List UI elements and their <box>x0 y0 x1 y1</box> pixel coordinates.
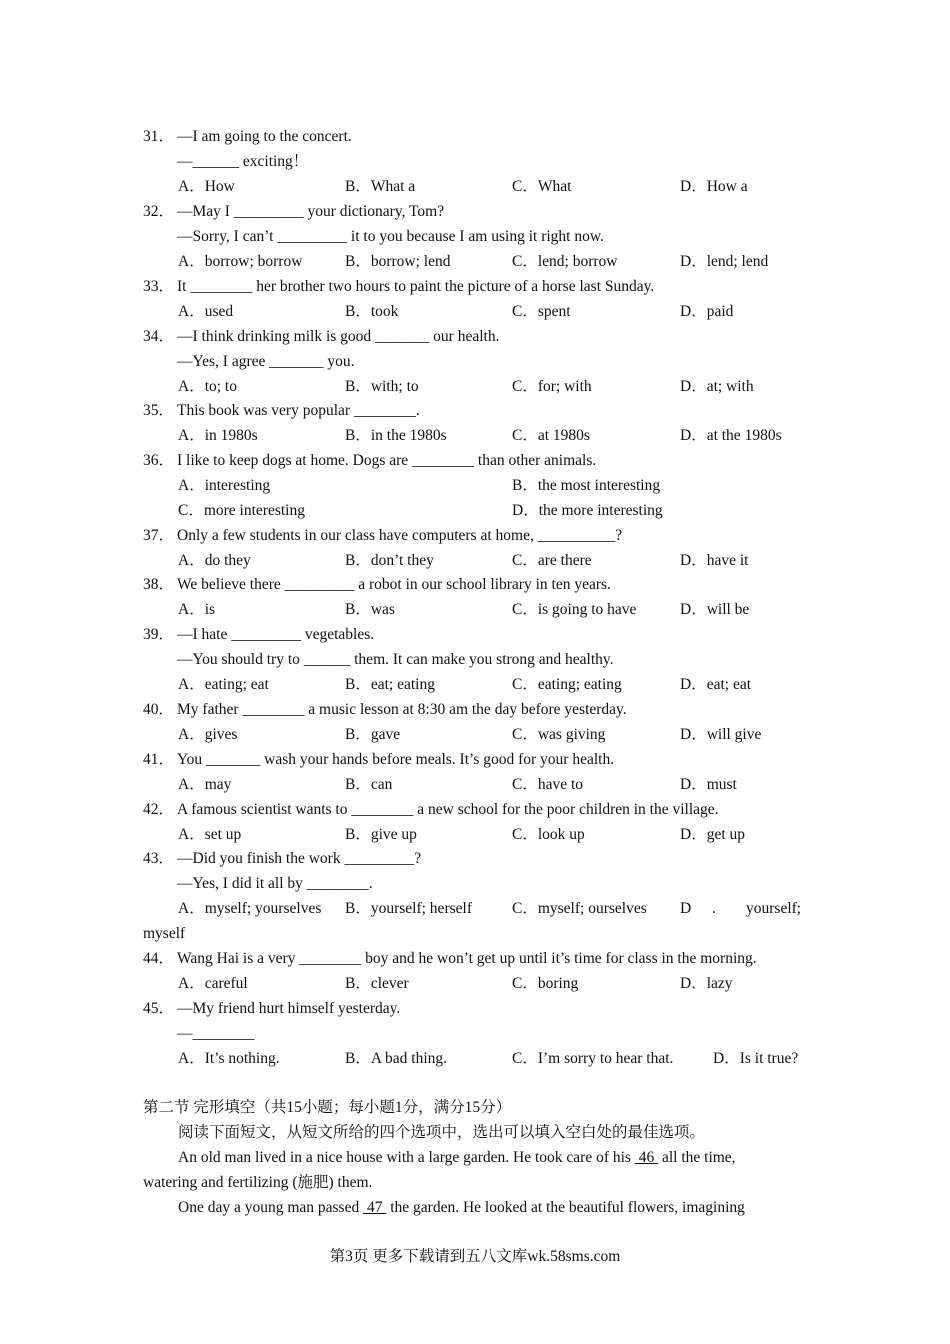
question-31 <box>0 124 950 149</box>
option-b: B．yourself; herself <box>345 900 472 917</box>
option-a: A．borrow; borrow <box>178 253 303 270</box>
option-d: D．at; with <box>680 378 754 395</box>
option-d: D．must <box>680 776 737 793</box>
question-text: —I think drinking milk is good _______ our health. <box>177 328 500 345</box>
options-row <box>0 722 950 747</box>
question-34 <box>0 324 950 349</box>
passage-text: One day a young man passed <box>178 1199 364 1216</box>
option-d: D．will be <box>680 601 750 618</box>
option-b: B．borrow; lend <box>345 253 451 270</box>
option-b: B．eat; eating <box>345 676 435 693</box>
option-a: A．used <box>178 303 234 320</box>
question-text: —I hate _________ vegetables. <box>177 626 375 643</box>
option-a: A．interesting <box>178 477 271 494</box>
passage-text: all the time, <box>658 1149 736 1166</box>
option-c: C．spent <box>512 303 571 320</box>
question-text: I like to keep dogs at home. Dogs are ________ than other animals. <box>177 452 597 469</box>
question-37 <box>0 523 950 548</box>
question-text: —I am going to the concert. <box>177 128 352 145</box>
question-text: You _______ wash your hands before meals. It’s good for your health. <box>177 751 615 768</box>
options-row <box>0 249 950 274</box>
option-b: B．A bad thing. <box>345 1050 448 1067</box>
question-number: 31． <box>143 128 175 145</box>
question-number: 36． <box>143 452 175 469</box>
option-d-continued: myself <box>143 925 186 942</box>
option-a: A．How <box>178 178 235 195</box>
options-row <box>0 822 950 847</box>
question-text: This book was very popular ________. <box>177 402 420 419</box>
options-row <box>0 498 950 523</box>
question-number: 32． <box>143 203 175 220</box>
question-33 <box>0 274 950 299</box>
option-c: C．for; with <box>512 378 592 395</box>
question-text: Wang Hai is a very ________ boy and he won’t get up until it’s time for class in the morning. <box>177 950 757 967</box>
question-text: We believe there _________ a robot in our school library in ten years. <box>177 576 611 593</box>
passage-text: An old man lived in a nice house with a large garden. He took care of his <box>178 1149 635 1166</box>
question-number: 39． <box>143 626 175 643</box>
question-text: —Did you finish the work _________? <box>177 850 422 867</box>
options-row <box>0 597 950 622</box>
option-d-dot: . <box>712 900 716 917</box>
page-footer: 第3页 更多下载请到五八文库wk.58sms.com <box>329 1248 621 1265</box>
question-32 <box>0 199 950 224</box>
option-c: C．look up <box>512 826 585 843</box>
option-a: A．set up <box>178 826 242 843</box>
options-row <box>0 548 950 573</box>
option-c: C．boring <box>512 975 579 992</box>
option-b: B．was <box>345 601 395 618</box>
option-b: B．give up <box>345 826 417 843</box>
option-b: B．What a <box>345 178 416 195</box>
option-c: C．eating; eating <box>512 676 622 693</box>
option-d: D．at the 1980s <box>680 427 782 444</box>
question-36 <box>0 448 950 473</box>
question-39 <box>0 622 950 647</box>
question-35 <box>0 398 950 423</box>
options-row <box>0 374 950 399</box>
options-row <box>0 971 950 996</box>
option-b: B．clever <box>345 975 409 992</box>
option-c: C．myself; ourselves <box>512 900 647 917</box>
passage-paragraph-1 <box>0 1145 950 1170</box>
question-38 <box>0 572 950 597</box>
question-number: 34． <box>143 328 175 345</box>
option-a: A．myself; yourselves <box>178 900 322 917</box>
options-row <box>0 473 950 498</box>
option-c: C．I’m sorry to hear that. <box>512 1050 674 1067</box>
question-number: 43． <box>143 850 175 867</box>
option-c: C．was giving <box>512 726 606 743</box>
options-row <box>0 1046 950 1071</box>
question-text: It ________ her brother two hours to paint the picture of a horse last Sunday. <box>177 278 655 295</box>
options-row <box>0 423 950 448</box>
option-a: A．to; to <box>178 378 237 395</box>
question-number: 35． <box>143 402 175 419</box>
option-d: D．have it <box>680 552 749 569</box>
question-text: Only a few students in our class have computers at home, __________? <box>177 527 623 544</box>
question-number: 40． <box>143 701 175 718</box>
option-c: C．are there <box>512 552 592 569</box>
option-a: A．in 1980s <box>178 427 258 444</box>
option-d: D．eat; eat <box>680 676 752 693</box>
options-row <box>0 672 950 697</box>
option-a: A．It’s nothing. <box>178 1050 280 1067</box>
option-b: B．can <box>345 776 393 793</box>
blank-46: 46 <box>634 1149 659 1166</box>
question-41 <box>0 747 950 772</box>
passage-text: the garden. He looked at the beautiful flowers, imagining <box>386 1199 745 1216</box>
options-row <box>0 896 950 921</box>
option-a: A．may <box>178 776 232 793</box>
question-42 <box>0 797 950 822</box>
option-d: D．paid <box>680 303 734 320</box>
question-text: —________ <box>177 1025 255 1042</box>
question-number: 42． <box>143 801 175 818</box>
option-c: C．is going to have <box>512 601 637 618</box>
option-d: D．Is it true? <box>713 1050 799 1067</box>
option-d-text: yourself; <box>746 900 802 917</box>
question-number: 37． <box>143 527 175 544</box>
option-d: D．lazy <box>680 975 733 992</box>
blank-47: 47 <box>363 1199 387 1216</box>
option-c: C．have to <box>512 776 584 793</box>
option-b: B．the most interesting <box>512 477 661 494</box>
option-b: B．with; to <box>345 378 419 395</box>
section-instruction: 阅读下面短文，从短文所给的四个选项中，选出可以填入空白处的最佳选项。 <box>178 1124 706 1141</box>
passage-text: watering and fertilizing (施肥) them. <box>143 1174 373 1191</box>
option-a: A．is <box>178 601 216 618</box>
question-text: —Sorry, I can’t _________ it to you because I am using it right now. <box>177 228 604 245</box>
question-text: —May I _________ your dictionary, Tom? <box>177 203 445 220</box>
option-a: A．do they <box>178 552 251 569</box>
question-number: 41． <box>143 751 175 768</box>
option-c: C．at 1980s <box>512 427 590 444</box>
question-number: 33． <box>143 278 175 295</box>
question-number: 38． <box>143 576 175 593</box>
options-row <box>0 772 950 797</box>
question-40 <box>0 697 950 722</box>
question-45 <box>0 996 950 1021</box>
question-text: —______ exciting！ <box>177 153 309 170</box>
option-b: B．took <box>345 303 399 320</box>
passage-paragraph-2 <box>0 1195 950 1220</box>
question-number: 45． <box>143 1000 175 1017</box>
question-43 <box>0 846 950 871</box>
option-d: D．lend; lend <box>680 253 769 270</box>
option-b: B．don’t they <box>345 552 434 569</box>
option-c: C．more interesting <box>178 502 305 519</box>
question-text: —Yes, I did it all by ________. <box>177 875 373 892</box>
option-a: A．eating; eat <box>178 676 269 693</box>
option-d-letter: D <box>680 900 692 917</box>
option-b: B．in the 1980s <box>345 427 447 444</box>
option-c: C．lend; borrow <box>512 253 618 270</box>
question-44 <box>0 946 950 971</box>
section-title: 第二节 完形填空（共15小题；每小题1分，满分15分） <box>143 1099 512 1116</box>
option-d: D．will give <box>680 726 762 743</box>
option-d: D．the more interesting <box>512 502 663 519</box>
option-a: A．careful <box>178 975 248 992</box>
option-b: B．gave <box>345 726 401 743</box>
question-text: A famous scientist wants to ________ a new school for the poor children in the village. <box>177 801 719 818</box>
options-row <box>0 299 950 324</box>
question-text: My father ________ a music lesson at 8:30 am the day before yesterday. <box>177 701 627 718</box>
option-c: C．What <box>512 178 572 195</box>
option-d: D．get up <box>680 826 746 843</box>
question-number: 44． <box>143 950 175 967</box>
question-text: —You should try to ______ them. It can make you strong and healthy. <box>177 651 614 668</box>
option-a: A．gives <box>178 726 238 743</box>
question-text: —Yes, I agree _______ you. <box>177 353 355 370</box>
question-text: —My friend hurt himself yesterday. <box>177 1000 401 1017</box>
option-d: D．How a <box>680 178 748 195</box>
options-row <box>0 174 950 199</box>
